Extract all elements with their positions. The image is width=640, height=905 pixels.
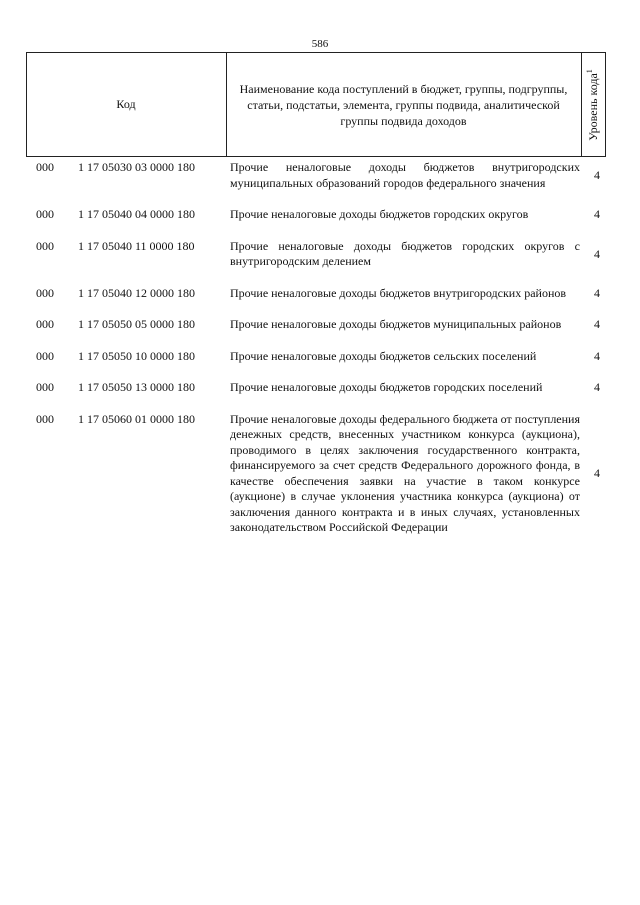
table-row: [26, 349, 606, 365]
table-body: [26, 160, 606, 552]
header-code-label: Код: [116, 97, 136, 111]
income-code: 1 17 05040 04 0000 180: [78, 207, 195, 221]
admin-code: 000: [36, 207, 54, 221]
income-code: 1 17 05050 13 0000 180: [78, 380, 195, 394]
code-level: 4: [594, 246, 600, 261]
header-level: [581, 53, 606, 156]
income-name: Прочие неналоговые доходы бюджетов внутригородских районов: [230, 285, 567, 300]
code-level: 4: [594, 207, 600, 222]
admin-code: 000: [36, 238, 54, 253]
income-code: 1 17 05050 05 0000 180: [78, 317, 195, 331]
header-name-label: Наименование кода поступлений в бюджет, группы, подгруппы, статьи, подстатьи, элемента, группы подвида, аналитической группы подвида доходов: [239, 81, 568, 128]
header-code: [26, 53, 226, 156]
income-name: Прочие неналоговые доходы бюджетов внутригородских муниципальных образований городов федерального значения: [230, 160, 580, 190]
table-row: [26, 286, 606, 302]
income-name: Прочие неналоговые доходы бюджетов городских поселений: [230, 380, 543, 394]
table-row: [26, 239, 606, 270]
code-level: 4: [594, 380, 600, 395]
income-code: 1 17 05050 10 0000 180: [78, 348, 195, 363]
code-level: 4: [594, 317, 600, 332]
admin-code: 000: [36, 380, 54, 394]
code-level: 4: [594, 168, 600, 182]
table-row: [26, 412, 606, 536]
header-level-label: Уровень кода: [586, 73, 600, 141]
table-row: [26, 380, 606, 396]
income-name: Прочие неналоговые доходы федерального бюджета от поступления денежных средств, внесенных участником конкурса (аукциона), проводимого в целях заключения государственного контракта, финансируемого за счет средств Федерального дорожного фонда, в качестве обеспечения заявки на участие в таком конкурсе (аукционе) в случае уклонения участника конкурса (аукциона) от заключения данного контракта и в иных случаях, установленных законодательством Российской Федерации: [230, 411, 580, 534]
income-name: Прочие неналоговые доходы бюджетов муниципальных районов: [230, 317, 562, 331]
table-header: [26, 52, 606, 157]
table-row: [26, 317, 606, 333]
income-name: Прочие неналоговые доходы бюджетов городских округов с внутригородским делением: [230, 238, 580, 268]
header-level-footnote: 1: [585, 69, 594, 74]
code-level: 4: [594, 285, 600, 300]
table-row: [26, 207, 606, 223]
income-code: 1 17 05030 03 0000 180: [78, 160, 195, 174]
income-code: 1 17 05060 01 0000 180: [78, 411, 195, 426]
admin-code: 000: [36, 285, 54, 300]
page-number: 586: [311, 38, 329, 50]
income-name: Прочие неналоговые доходы бюджетов сельских поселений: [230, 348, 537, 363]
header-name: [226, 53, 581, 156]
income-code: 1 17 05040 12 0000 180: [78, 285, 195, 300]
admin-code: 000: [36, 160, 54, 174]
admin-code: 000: [36, 317, 54, 331]
code-level: 4: [594, 466, 600, 480]
admin-code: 000: [36, 348, 54, 363]
admin-code: 000: [36, 411, 54, 426]
table-row: [26, 160, 606, 191]
income-code: 1 17 05040 11 0000 180: [78, 238, 195, 253]
code-level: 4: [594, 348, 600, 363]
income-name: Прочие неналоговые доходы бюджетов городских округов: [230, 207, 529, 221]
